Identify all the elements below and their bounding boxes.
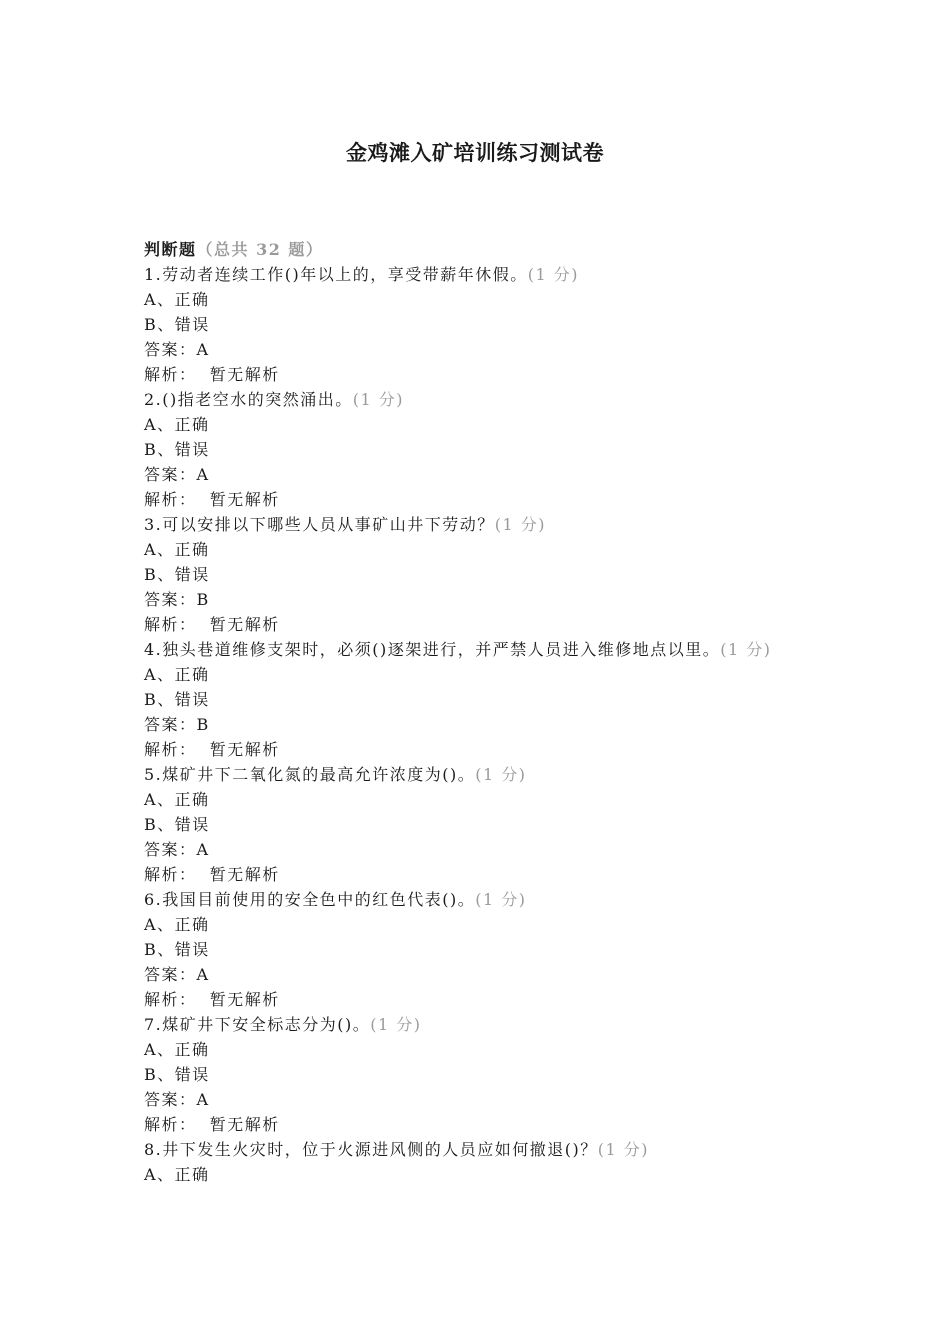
analysis-gap <box>197 1115 210 1134</box>
option-a: A、正确 <box>144 290 210 309</box>
option-b: B、错误 <box>144 940 210 959</box>
question-score: (1 分) <box>597 1140 650 1159</box>
option-a: A、正确 <box>144 915 210 934</box>
question-score: (1 分) <box>475 765 527 784</box>
analysis-label: 解析： <box>144 615 197 634</box>
section-name: 判断题 <box>144 240 197 259</box>
question-score: (1 分) <box>370 1015 422 1034</box>
analysis-gap <box>197 865 210 884</box>
question-text: 5.煤矿井下二氧化氮的最高允许浓度为()。 <box>144 765 476 784</box>
option-b: B、错误 <box>144 1065 210 1084</box>
answer-value: A <box>196 465 210 484</box>
answer-label: 答案： <box>144 1090 197 1109</box>
option-b: B、错误 <box>144 565 210 584</box>
analysis-line <box>144 612 794 637</box>
analysis-line <box>144 987 794 1012</box>
question-text: 1.劳动者连续工作()年以上的，享受带薪年休假。 <box>144 265 528 284</box>
option-a: A、正确 <box>144 415 210 434</box>
analysis-label: 解析： <box>144 490 197 509</box>
option-b: B、错误 <box>144 815 210 834</box>
answer-label: 答案： <box>144 715 197 734</box>
option-a: A、正确 <box>144 790 210 809</box>
analysis-gap <box>197 740 210 759</box>
analysis-label: 解析： <box>144 365 197 384</box>
analysis-line <box>144 737 794 762</box>
question-score: (1 分) <box>720 640 772 659</box>
analysis-text: 暂无解析 <box>209 740 280 759</box>
question-line <box>144 262 794 287</box>
question-item <box>144 387 794 512</box>
question-score: (1 分) <box>494 515 547 534</box>
analysis-gap <box>197 615 210 634</box>
question-list <box>144 262 794 1187</box>
question-text: 2.()指老空水的突然涌出。 <box>144 390 353 409</box>
answer-line <box>144 1087 794 1112</box>
question-line <box>144 1012 794 1037</box>
question-line <box>144 887 794 912</box>
question-line <box>144 637 794 662</box>
answer-line <box>144 462 794 487</box>
answer-value: B <box>196 590 210 609</box>
question-text: 4.独头巷道维修支架时，必须()逐架进行，并严禁人员进入维修地点以里。 <box>144 640 721 659</box>
answer-line <box>144 712 794 737</box>
analysis-text: 暂无解析 <box>209 990 280 1009</box>
document-body <box>144 237 794 1187</box>
analysis-label: 解析： <box>144 865 197 884</box>
answer-line <box>144 587 794 612</box>
question-score: (1 分) <box>352 390 405 409</box>
question-item <box>144 262 794 387</box>
answer-line <box>144 837 794 862</box>
analysis-line <box>144 487 794 512</box>
question-line <box>144 387 794 412</box>
question-item <box>144 762 794 887</box>
option-a: A、正确 <box>144 665 210 684</box>
option-a: A、正确 <box>144 1165 210 1184</box>
question-text: 3.可以安排以下哪些人员从事矿山井下劳动？ <box>144 515 495 534</box>
question-line <box>144 512 794 537</box>
answer-value: A <box>196 1090 210 1109</box>
answer-value: A <box>196 840 210 859</box>
analysis-gap <box>197 365 210 384</box>
answer-value: A <box>196 340 210 359</box>
analysis-text: 暂无解析 <box>209 1115 280 1134</box>
analysis-label: 解析： <box>144 990 197 1009</box>
analysis-text: 暂无解析 <box>209 865 280 884</box>
answer-label: 答案： <box>144 465 197 484</box>
option-a: A、正确 <box>144 540 210 559</box>
question-text: 8.井下发生火灾时，位于火源进风侧的人员应如何撤退()？ <box>144 1140 598 1159</box>
question-item <box>144 637 794 762</box>
document-title: 金鸡滩入矿培训练习测试卷 <box>346 140 604 165</box>
answer-value: A <box>196 965 210 984</box>
answer-label: 答案： <box>144 590 197 609</box>
analysis-label: 解析： <box>144 1115 197 1134</box>
question-line <box>144 1137 794 1162</box>
option-a: A、正确 <box>144 1040 210 1059</box>
question-item <box>144 887 794 1012</box>
answer-line <box>144 962 794 987</box>
question-score: (1 分) <box>527 265 580 284</box>
section-count: （总共 32 题） <box>196 240 324 259</box>
answer-value: B <box>196 715 210 734</box>
section-heading <box>144 237 794 262</box>
analysis-text: 暂无解析 <box>209 365 280 384</box>
question-item <box>144 1012 794 1137</box>
analysis-text: 暂无解析 <box>209 615 280 634</box>
analysis-text: 暂无解析 <box>209 490 280 509</box>
question-score: (1 分) <box>475 890 527 909</box>
analysis-label: 解析： <box>144 740 197 759</box>
question-item <box>144 512 794 637</box>
analysis-line <box>144 862 794 887</box>
analysis-gap <box>197 990 210 1009</box>
option-b: B、错误 <box>144 440 210 459</box>
answer-label: 答案： <box>144 840 197 859</box>
question-text: 6.我国目前使用的安全色中的红色代表()。 <box>144 890 476 909</box>
answer-label: 答案： <box>144 965 197 984</box>
analysis-gap <box>197 490 210 509</box>
answer-label: 答案： <box>144 340 197 359</box>
question-text: 7.煤矿井下安全标志分为()。 <box>144 1015 371 1034</box>
analysis-line <box>144 1112 794 1137</box>
option-b: B、错误 <box>144 690 210 709</box>
question-line <box>144 762 794 787</box>
question-item <box>144 1137 794 1187</box>
option-b: B、错误 <box>144 315 210 334</box>
answer-line <box>144 337 794 362</box>
analysis-line <box>144 362 794 387</box>
